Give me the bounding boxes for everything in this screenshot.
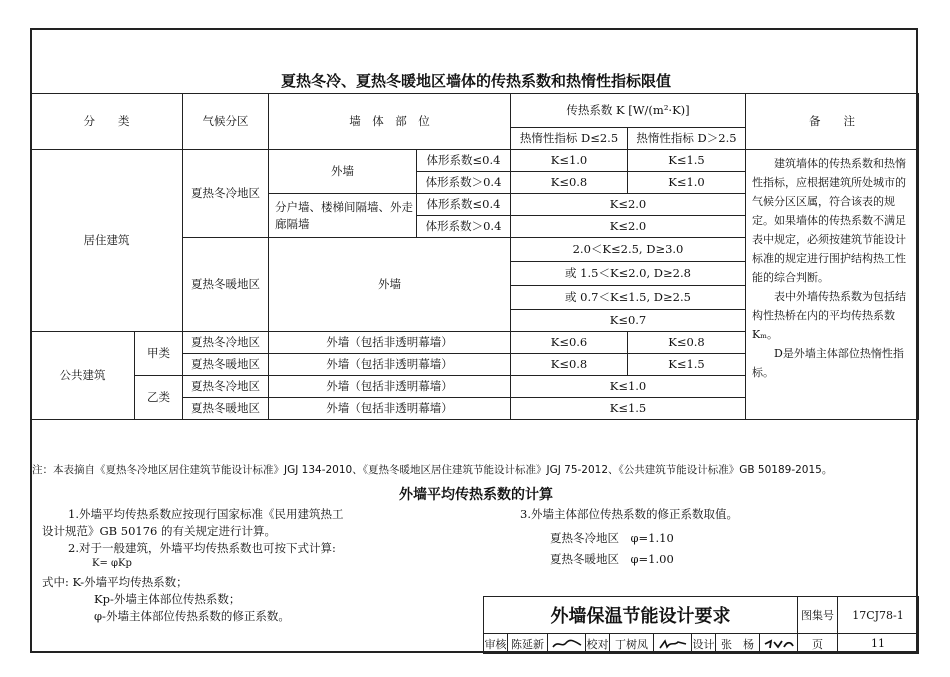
k-value: K≤1.5	[628, 150, 746, 172]
k-value: K≤1.0	[511, 150, 628, 172]
remark-p3: D是外墙主体部位热惰性指标。	[752, 347, 904, 379]
checker-name: 丁树凤	[610, 634, 654, 654]
calc-item-3: 3.外墙主体部位传热系数的修正系数取值。	[520, 507, 738, 521]
k-value: K≤2.0	[511, 216, 746, 238]
zone-hsww: 夏热冬暖地区	[183, 238, 269, 332]
shape-factor: 体形系数≤0.4	[417, 150, 511, 172]
designer-signature	[760, 634, 798, 654]
remark-p2: 表中外墙传热系数为包括结构性热桥在内的平均传热系数Kₘ。	[752, 290, 906, 341]
zone-warm: 夏热冬暖地区	[183, 398, 269, 420]
calc-kp: Kp-外墙主体部位传热系数；	[94, 592, 241, 606]
page-number: 11	[838, 634, 919, 654]
k-condition: 或 0.7＜K≤1.5, D≥2.5	[511, 286, 746, 310]
header-d-low: 热惰性指标 D≤2.5	[511, 128, 628, 150]
remark-p1: 建筑墙体的传热系数和热惰性指标，应根据建筑所处城市的气候分区区属，符合该表的规定。如果墙体的传热系数不满足表中规定，必须按建筑节能设计标准的规定进行围护结构热工性能的综合判断。	[752, 157, 906, 284]
title-block	[483, 596, 919, 654]
zone-warm: 夏热冬暖地区	[183, 354, 269, 376]
calc-right-text	[520, 506, 738, 568]
review-label: 审核	[484, 634, 508, 654]
header-d-high: 热惰性指标 D＞2.5	[628, 128, 746, 150]
public-label: 公共建筑	[31, 332, 135, 420]
zone-cold: 夏热冬冷地区	[183, 332, 269, 354]
shape-factor: 体形系数≤0.4	[417, 194, 511, 216]
k-value: K≤1.0	[628, 172, 746, 194]
zone-hscw: 夏热冬冷地区	[183, 150, 269, 238]
design-label: 设计	[692, 634, 716, 654]
k-value: K≤0.8	[628, 332, 746, 354]
page-label: 页	[798, 634, 838, 654]
checker-signature	[654, 634, 692, 654]
designer-name: 张 杨	[716, 634, 760, 654]
outer-wall: 外墙	[269, 150, 417, 194]
header-row-1	[31, 94, 919, 128]
residential-label: 居住建筑	[31, 150, 183, 332]
header-remark: 备 注	[746, 94, 919, 150]
k-value: K≤1.0	[511, 376, 746, 398]
calc-title: 外墙平均传热系数的计算	[399, 487, 553, 503]
drawing-frame	[30, 28, 918, 653]
atlas-label: 图集号	[798, 597, 838, 634]
calc-phi: φ-外墙主体部位传热系数的修正系数。	[94, 609, 290, 623]
atlas-number: 17CJ78-1	[838, 597, 919, 634]
k-value: K≤0.6	[511, 332, 628, 354]
k-value: K≤0.8	[511, 354, 628, 376]
limits-table	[30, 93, 919, 420]
outer-wall: 外墙	[269, 238, 511, 332]
class-b-label: 乙类	[135, 376, 183, 420]
wall-type: 外墙（包括非透明幕墙）	[269, 376, 511, 398]
class-a-label: 甲类	[135, 332, 183, 376]
wall-type: 外墙（包括非透明幕墙）	[269, 354, 511, 376]
calc-where: 式中: K-外墙平均传热系数；	[42, 575, 188, 589]
reviewer-name: 陈延新	[508, 634, 548, 654]
k-condition: 或 1.5＜K≤2.0, D≥2.8	[511, 262, 746, 286]
header-k: 传热系数 K [W/(m²·K)]	[511, 94, 746, 128]
zone-cold: 夏热冬冷地区	[183, 376, 269, 398]
wall-type: 外墙（包括非透明幕墙）	[269, 398, 511, 420]
reviewer-signature	[548, 634, 586, 654]
partition-wall: 分户墙、楼梯间隔墙、外走廊隔墙	[269, 194, 417, 238]
k-value: K≤0.7	[511, 310, 746, 332]
source-note: 注：本表摘自《夏热冬冷地区居住建筑节能设计标准》JGJ 134-2010、《夏热冬暖地区居住建筑节能设计标准》JGJ 75-2012、《公共建筑节能设计标准》GB 50189-2015。	[32, 464, 833, 476]
wall-type: 外墙（包括非透明幕墙）	[269, 332, 511, 354]
header-wall-part: 墙 体 部 位	[269, 94, 511, 150]
k-value: K≤1.5	[628, 354, 746, 376]
calc-left-text	[42, 506, 343, 625]
remark-cell	[746, 150, 919, 420]
shape-factor: 体形系数＞0.4	[417, 216, 511, 238]
header-climate: 气候分区	[183, 94, 269, 150]
calc-warm-zone: 夏热冬暖地区 φ=1.00	[550, 552, 674, 566]
table-title: 夏热冬冷、夏热冬暖地区墙体的传热系数和热惰性指标限值	[280, 72, 671, 90]
calc-cold-zone: 夏热冬冷地区 φ=1.10	[550, 531, 674, 545]
k-value: K≤2.0	[511, 194, 746, 216]
calc-formula: K= φKp	[92, 558, 132, 569]
k-value: K≤0.8	[511, 172, 628, 194]
k-value: K≤1.5	[511, 398, 746, 420]
check-label: 校对	[586, 634, 610, 654]
calc-item-1a: 1.外墙平均传热系数应按现行国家标准《民用建筑热工	[68, 507, 344, 521]
table-row	[31, 150, 919, 172]
shape-factor: 体形系数＞0.4	[417, 172, 511, 194]
k-condition: 2.0＜K≤2.5, D≥3.0	[511, 238, 746, 262]
header-category: 分 类	[31, 94, 183, 150]
calc-item-2: 2.对于一般建筑，外墙平均传热系数也可按下式计算:	[68, 541, 336, 555]
calc-item-1b: 设计规范》GB 50176 的有关规定进行计算。	[42, 524, 277, 538]
drawing-title: 外墙保温节能设计要求	[484, 597, 798, 634]
